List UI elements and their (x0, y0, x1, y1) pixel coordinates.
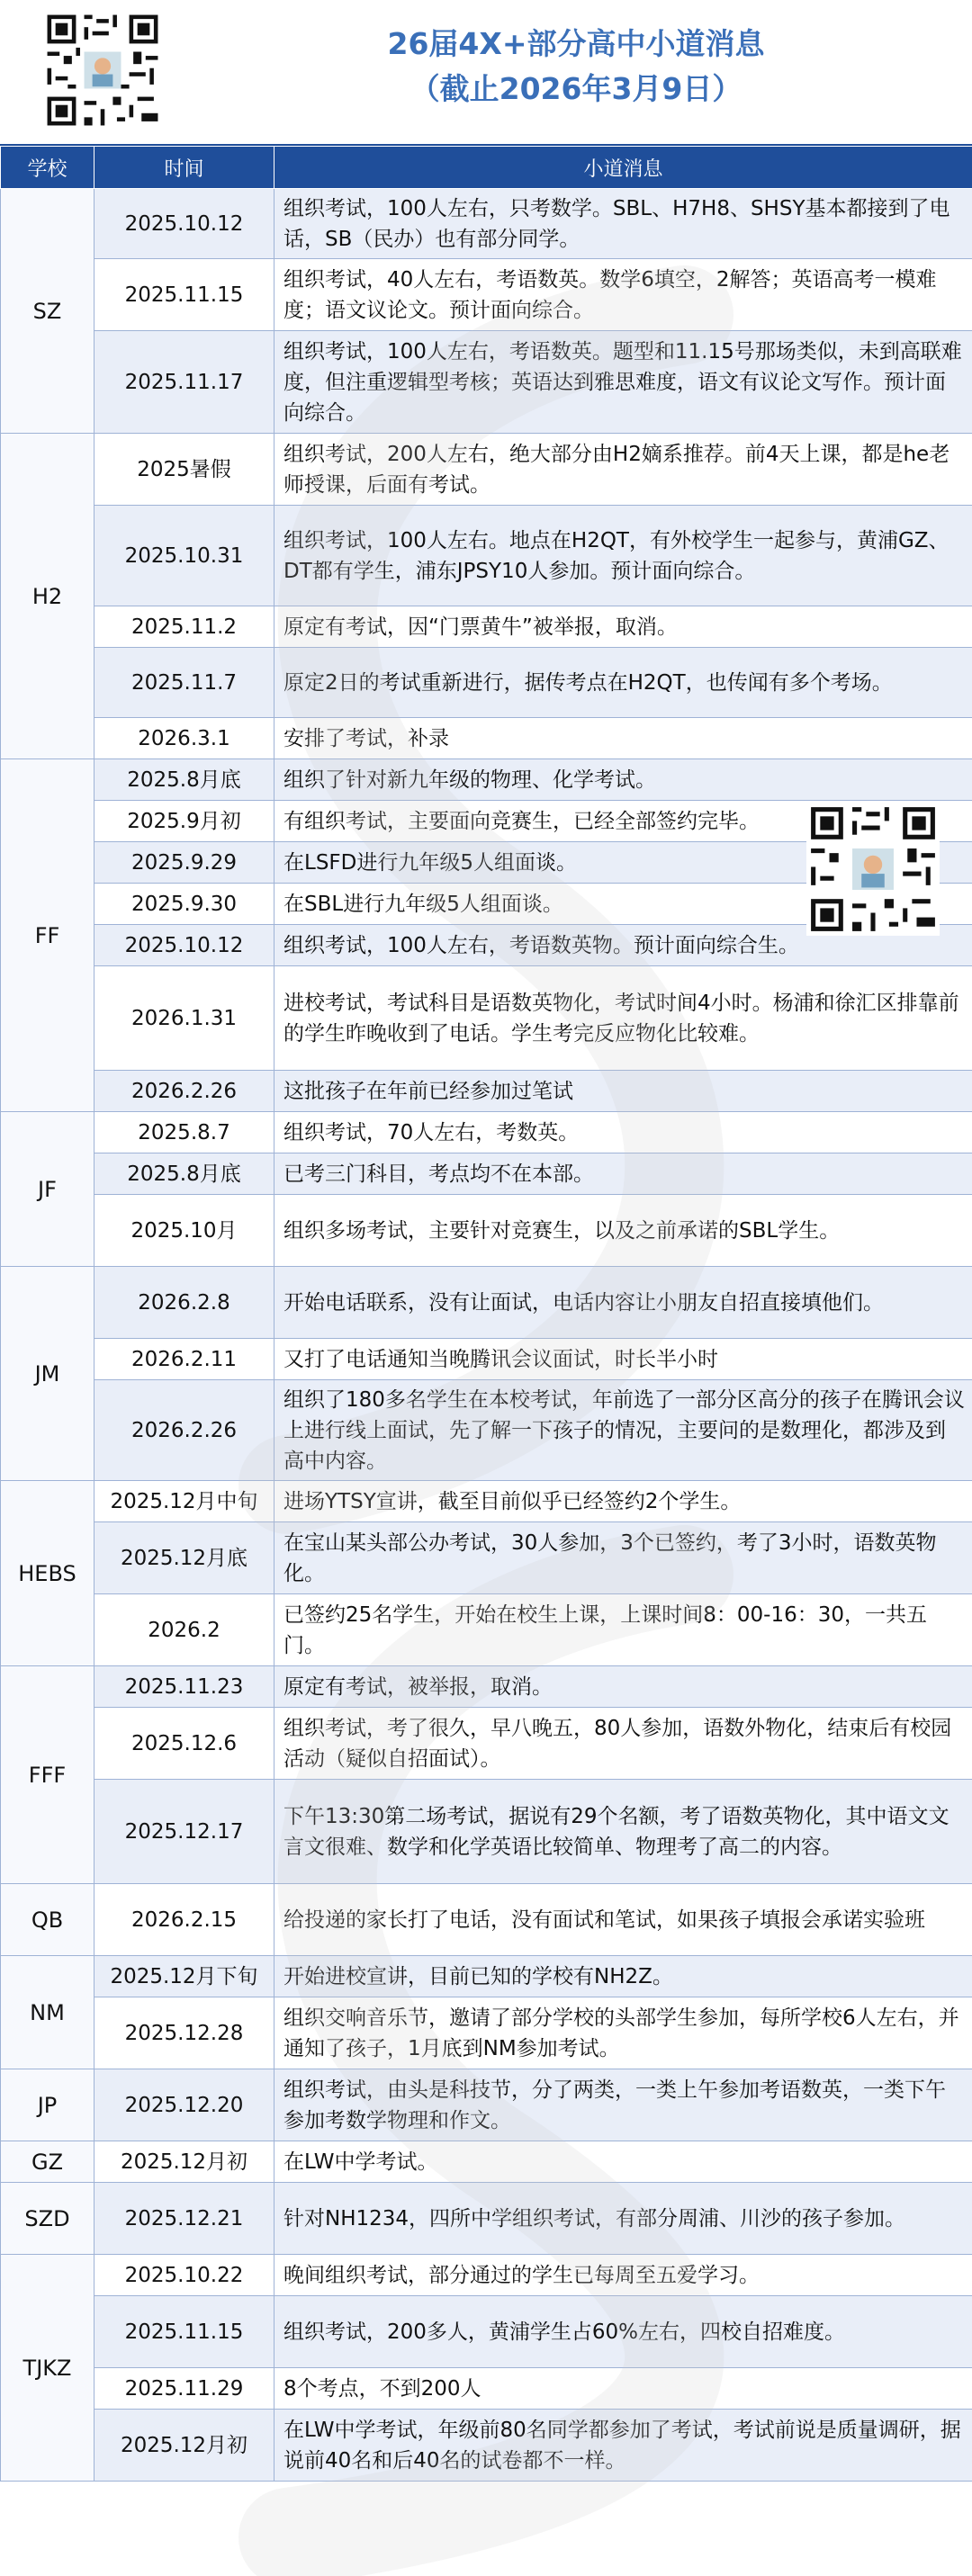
time-cell: 2025.10.12 (94, 925, 274, 966)
news-cell: 组织考试，70人左右，考数英。 (274, 1112, 972, 1153)
table-row (1, 1112, 972, 1153)
time-cell: 2025.12.17 (94, 1780, 274, 1884)
news-cell: 这批孩子在年前已经参加过笔试 (274, 1071, 972, 1112)
table-row (1, 2255, 972, 2296)
news-table (0, 146, 972, 2482)
column-header-school: 学校 (1, 147, 94, 189)
time-cell: 2025.10.31 (94, 506, 274, 606)
news-cell: 组织了180多名学生在本校考试，年前选了一部分区高分的孩子在腾讯会议上进行线上面试，先了解一下孩子的情况，主要问的是数理化，都涉及到高中内容。 (274, 1380, 972, 1481)
news-cell: 进校考试，考试科目是语数英物化，考试时间4小时。杨浦和徐汇区排靠前的学生昨晚收到了电话。学生考完反应物化比较难。 (274, 966, 972, 1071)
news-cell: 又打了电话通知当晚腾讯会议面试，时长半小时 (274, 1339, 972, 1380)
table-row (1, 1997, 972, 2069)
news-cell: 给投递的家长打了电话，没有面试和笔试，如果孩子填报会承诺实验班 (274, 1884, 972, 1956)
school-cell: JP (1, 2069, 94, 2141)
table-row (1, 1666, 972, 1708)
news-cell: 组织考试，200多人，黄浦学生占60%左右，四校自招难度。 (274, 2296, 972, 2368)
page-header (0, 0, 972, 146)
news-cell: 开始进校宣讲，目前已知的学校有NH2Z。 (274, 1956, 972, 1997)
time-cell: 2026.2.11 (94, 1339, 274, 1380)
qr-code-icon (806, 803, 940, 936)
news-cell: 组织考试，考了很久，早八晚五，80人参加，语数外物化，结束后有校园活动（疑似自招面试）。 (274, 1708, 972, 1780)
time-cell: 2025.11.29 (94, 2368, 274, 2410)
table-row (1, 1594, 972, 1666)
time-cell: 2025.12.28 (94, 1997, 274, 2069)
time-cell: 2025.11.2 (94, 606, 274, 648)
table-row (1, 759, 972, 801)
time-cell: 2025.8.7 (94, 1112, 274, 1153)
time-cell: 2025.12.21 (94, 2183, 274, 2255)
news-cell: 晚间组织考试，部分通过的学生已每周至五爱学习。 (274, 2255, 972, 2296)
time-cell: 2025.12月初 (94, 2410, 274, 2482)
news-cell: 组织考试，200人左右，绝大部分由H2嫡系推荐。前4天上课，都是he老师授课，后面有考试。 (274, 434, 972, 506)
time-cell: 2026.2.8 (94, 1267, 274, 1339)
table-row (1, 434, 972, 506)
time-cell: 2025.12.6 (94, 1708, 274, 1780)
news-cell: 在SBL进行九年级5人组面谈。 (274, 884, 972, 925)
news-cell: 进场YTSY宣讲，截至目前似乎已经签约2个学生。 (274, 1481, 972, 1522)
time-cell: 2025.11.15 (94, 2296, 274, 2368)
table-row (1, 259, 972, 331)
table-row (1, 2296, 972, 2368)
table-row (1, 648, 972, 718)
table-row (1, 1884, 972, 1956)
school-cell: SZD (1, 2183, 94, 2255)
title-line-2: （截止2026年3月9日） (410, 71, 742, 106)
news-cell: 原定有考试，因“门票黄牛”被举报，取消。 (274, 606, 972, 648)
time-cell: 2025.11.15 (94, 259, 274, 331)
news-cell: 原定有考试，被举报，取消。 (274, 1666, 972, 1708)
table-row (1, 189, 972, 259)
time-cell: 2025.9.30 (94, 884, 274, 925)
news-cell: 有组织考试，主要面向竞赛生，已经全部签约完毕。 (274, 801, 972, 842)
table-row (1, 606, 972, 648)
time-cell: 2025.8月底 (94, 759, 274, 801)
news-cell: 组织考试，100人左右，考语数英物。预计面向综合生。 (274, 925, 972, 966)
school-cell: SZ (1, 189, 94, 434)
time-cell: 2025.8月底 (94, 1153, 274, 1195)
news-cell: 原定2日的考试重新进行，据传考点在H2QT，也传闻有多个考场。 (274, 648, 972, 718)
school-cell: JM (1, 1267, 94, 1481)
school-cell: HEBS (1, 1481, 94, 1666)
table-row (1, 2069, 972, 2141)
table-row (1, 1522, 972, 1594)
news-cell: 组织考试，100人左右，考语数英。题型和11.15号那场类似，未到高联难度，但注重逻辑型考核；英语达到雅思难度，语文有议论文写作。预计面向综合。 (274, 331, 972, 434)
time-cell: 2025.11.23 (94, 1666, 274, 1708)
table-row (1, 1780, 972, 1884)
time-cell: 2026.2.26 (94, 1071, 274, 1112)
news-cell: 在宝山某头部公办考试，30人参加，3个已签约，考了3小时，语数英物化。 (274, 1522, 972, 1594)
table-row (1, 1481, 972, 1522)
table-header-row (1, 147, 972, 189)
news-cell: 开始电话联系，没有让面试，电话内容让小朋友自招直接填他们。 (274, 1267, 972, 1339)
news-cell: 在LSFD进行九年级5人组面谈。 (274, 842, 972, 884)
table-row (1, 2368, 972, 2410)
time-cell: 2026.2.26 (94, 1380, 274, 1481)
time-cell: 2025.11.7 (94, 648, 274, 718)
table-row (1, 1339, 972, 1380)
news-cell: 组织考试，100人左右。地点在H2QT，有外校学生一起参与，黄浦GZ、DT都有学生，浦东JPSY10人参加。预计面向综合。 (274, 506, 972, 606)
news-cell: 组织考试，由头是科技节，分了两类，一类上午参加考语数英，一类下午参加考数学物理和作文。 (274, 2069, 972, 2141)
time-cell: 2025.12月中旬 (94, 1481, 274, 1522)
news-cell: 在LW中学考试，年级前80名同学都参加了考试，考试前说是质量调研，据说前40名和后40名的试卷都不一样。 (274, 2410, 972, 2482)
table-row (1, 2410, 972, 2482)
time-cell: 2026.1.31 (94, 966, 274, 1071)
news-cell: 组织考试，100人左右，只考数学。SBL、H7H8、SHSY基本都接到了电话，SB（民办）也有部分同学。 (274, 189, 972, 259)
title-line-1: 26届4X+部分高中小道消息 (387, 26, 765, 61)
time-cell: 2025.10.22 (94, 2255, 274, 2296)
time-cell: 2025.10月 (94, 1195, 274, 1267)
time-cell: 2026.2.15 (94, 1884, 274, 1956)
table-row (1, 718, 972, 759)
news-cell: 8个考点，不到200人 (274, 2368, 972, 2410)
qr-code-icon (43, 11, 162, 130)
school-cell: FFF (1, 1666, 94, 1884)
news-cell: 组织了针对新九年级的物理、化学考试。 (274, 759, 972, 801)
news-cell: 下午13:30第二场考试，据说有29个名额，考了语数英物化，其中语文文言文很难、数学和化学英语比较简单、物理考了高二的内容。 (274, 1780, 972, 1884)
table-row (1, 331, 972, 434)
school-cell: FF (1, 759, 94, 1112)
school-cell: TJKZ (1, 2255, 94, 2482)
table-row (1, 1380, 972, 1481)
school-cell: GZ (1, 2141, 94, 2183)
table-row (1, 1153, 972, 1195)
time-cell: 2025.9.29 (94, 842, 274, 884)
school-cell: NM (1, 1956, 94, 2069)
school-cell: H2 (1, 434, 94, 759)
news-cell: 已考三门科目，考点均不在本部。 (274, 1153, 972, 1195)
table-row (1, 1195, 972, 1267)
table-row (1, 966, 972, 1071)
time-cell: 2025暑假 (94, 434, 274, 506)
time-cell: 2026.2 (94, 1594, 274, 1666)
news-cell: 组织交响音乐节，邀请了部分学校的头部学生参加，每所学校6人左右，并通知了孩子，1月底到NM参加考试。 (274, 1997, 972, 2069)
news-cell: 在LW中学考试。 (274, 2141, 972, 2183)
school-cell: JF (1, 1112, 94, 1267)
table-body (1, 189, 972, 2482)
table-row (1, 2183, 972, 2255)
news-cell: 针对NH1234，四所中学组织考试，有部分周浦、川沙的孩子参加。 (274, 2183, 972, 2255)
time-cell: 2025.12月初 (94, 2141, 274, 2183)
column-header-news: 小道消息 (274, 147, 972, 189)
table-row (1, 1956, 972, 1997)
school-cell: QB (1, 1884, 94, 1956)
time-cell: 2025.12月底 (94, 1522, 274, 1594)
news-cell: 组织考试，40人左右，考语数英。数学6填空，2解答；英语高考一模难度；语文议论文。预计面向综合。 (274, 259, 972, 331)
time-cell: 2026.3.1 (94, 718, 274, 759)
time-cell: 2025.10.12 (94, 189, 274, 259)
time-cell: 2025.12.20 (94, 2069, 274, 2141)
news-cell: 组织多场考试，主要针对竞赛生，以及之前承诺的SBL学生。 (274, 1195, 972, 1267)
column-header-time: 时间 (94, 147, 274, 189)
news-cell: 已签约25名学生，开始在校生上课，上课时间8：00-16：30，一共五门。 (274, 1594, 972, 1666)
news-cell: 安排了考试，补录 (274, 718, 972, 759)
table-row (1, 2141, 972, 2183)
table-row (1, 1267, 972, 1339)
table-row (1, 1708, 972, 1780)
table-row (1, 506, 972, 606)
time-cell: 2025.9月初 (94, 801, 274, 842)
page-title (180, 22, 972, 112)
time-cell: 2025.11.17 (94, 331, 274, 434)
table-row (1, 1071, 972, 1112)
time-cell: 2025.12月下旬 (94, 1956, 274, 1997)
